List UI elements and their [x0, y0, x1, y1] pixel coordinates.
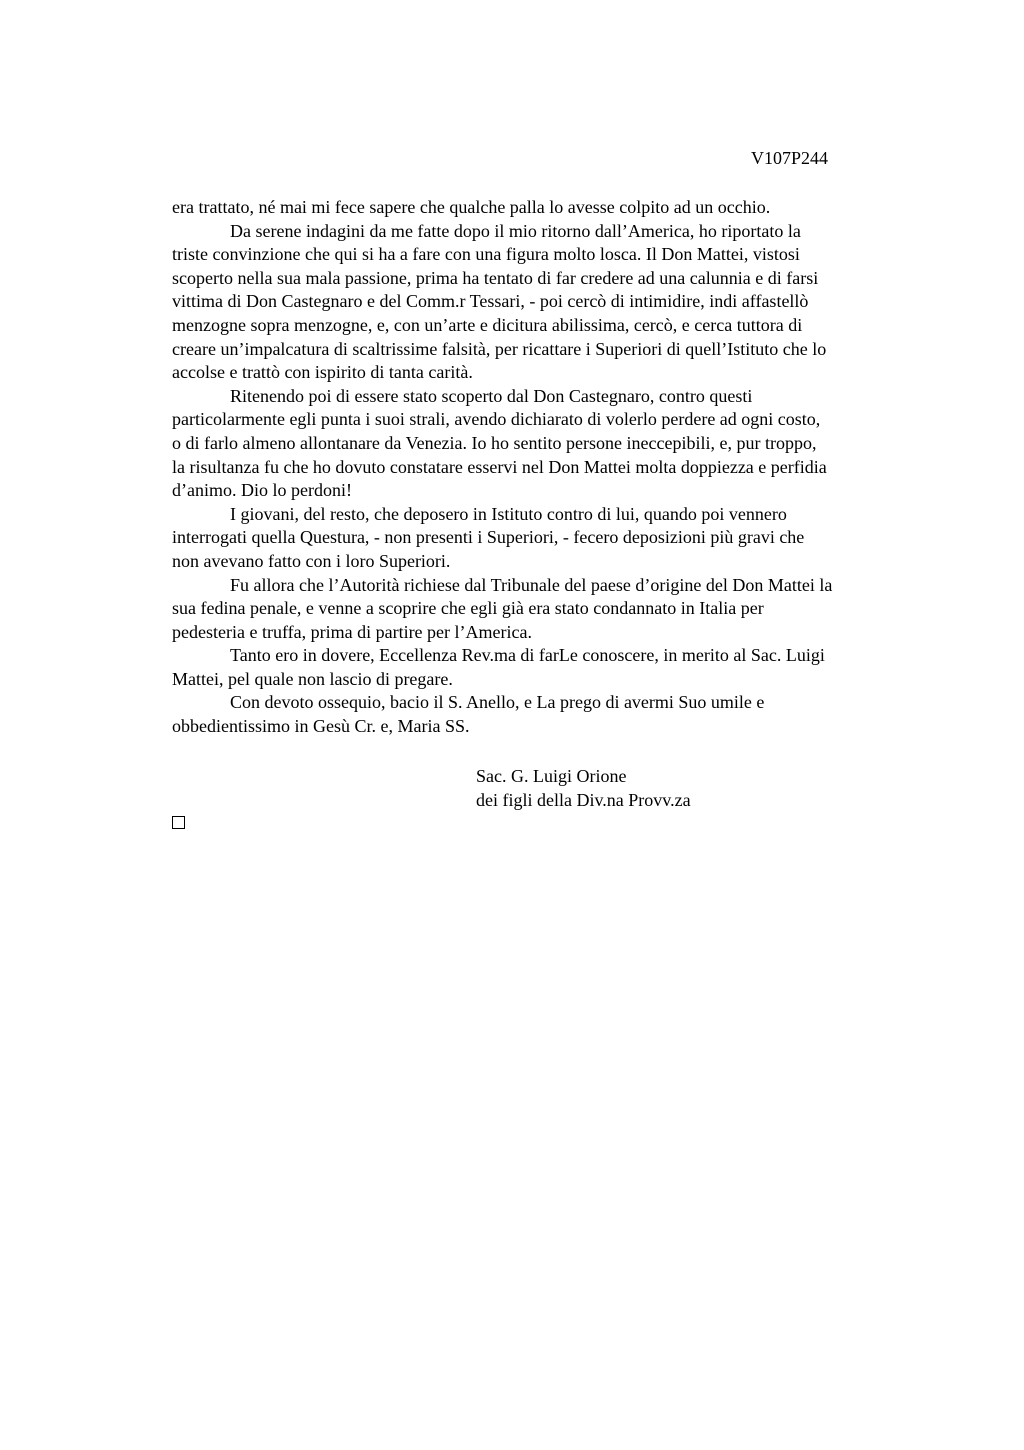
text-line: non avevano fatto con i loro Superiori.: [172, 550, 451, 571]
text-line: d’animo. Dio lo perdoni!: [172, 480, 352, 501]
empty-square-icon: [172, 816, 185, 829]
text-line: menzogne sopra menzogne, e, con un’arte e dicitura abilissima, cercò, e cerca tuttora di: [172, 314, 803, 335]
text-line: particolarmente egli punta i suoi strali, avendo dichiarato di volerlo perdere ad ogni costo,: [172, 409, 821, 430]
paragraph-start-line: Ritenendo poi di essere stato scoperto dal Don Castegnaro, contro questi: [230, 385, 753, 406]
page-identifier: V107P244: [751, 148, 829, 168]
paragraph-start-line: Fu allora che l’Autorità richiese dal Tribunale del paese d’origine del Don Mattei la: [230, 574, 833, 595]
text-line: era trattato, né mai mi fece sapere che qualche palla lo avesse colpito ad un occhio.: [172, 197, 771, 217]
paragraph-start-line: Tanto ero in dovere, Eccellenza Rev.ma di farLe conoscere, in merito al Sac. Luigi: [230, 645, 825, 666]
paragraph-start-line: Da serene indagini da me fatte dopo il mio ritorno dall’America, ho riportato la: [230, 220, 801, 241]
text-line: o di farlo almeno allontanare da Venezia. Io ho sentito persone ineccepibili, e, pur troppo,: [172, 432, 817, 453]
text-line: obbedientissimo in Gesù Cr. e, Maria SS.: [172, 716, 470, 737]
text-line: vittima di Don Castegnaro e del Comm.r Tessari, - poi cercò di intimidire, indi affastellò: [172, 291, 809, 312]
letter-body: [172, 196, 932, 739]
paragraph-start-line: Con devoto ossequio, bacio il S. Anello, e La prego di avermi Suo umile e: [230, 692, 765, 713]
text-line: creare un’impalcatura di scaltrissime falsità, per ricattare i Superiori di quell’Istituto che lo: [172, 338, 827, 359]
signature-block: [476, 765, 691, 812]
text-line: la risultanza fu che ho dovuto constatare esservi nel Don Mattei molta doppiezza e perfidia: [172, 456, 827, 477]
text-line: pedesteria e truffa, prima di partire per l’America.: [172, 621, 532, 642]
text-line: interrogati quella Questura, - non presenti i Superiori, - fecero deposizioni più gravi che: [172, 527, 805, 548]
text-line: Mattei, pel quale non lascio di pregare.: [172, 668, 453, 689]
paragraph-start-line: I giovani, del resto, che deposero in Istituto contro di lui, quando poi vennero: [230, 503, 787, 524]
text-line: triste convinzione che qui si ha a fare con una figura molto losca. Il Don Mattei, vistosi: [172, 244, 800, 265]
text-line: accolse e trattò con ispirito di tanta carità.: [172, 362, 473, 383]
text-line: sua fedina penale, e venne a scoprire che egli già era stato condannato in Italia per: [172, 598, 764, 619]
signature-title: dei figli della Div.na Provv.za: [476, 789, 691, 810]
text-line: scoperto nella sua mala passione, prima ha tentato di far credere ad una calunnia e di farsi: [172, 267, 819, 288]
signature-name: Sac. G. Luigi Orione: [476, 766, 627, 786]
